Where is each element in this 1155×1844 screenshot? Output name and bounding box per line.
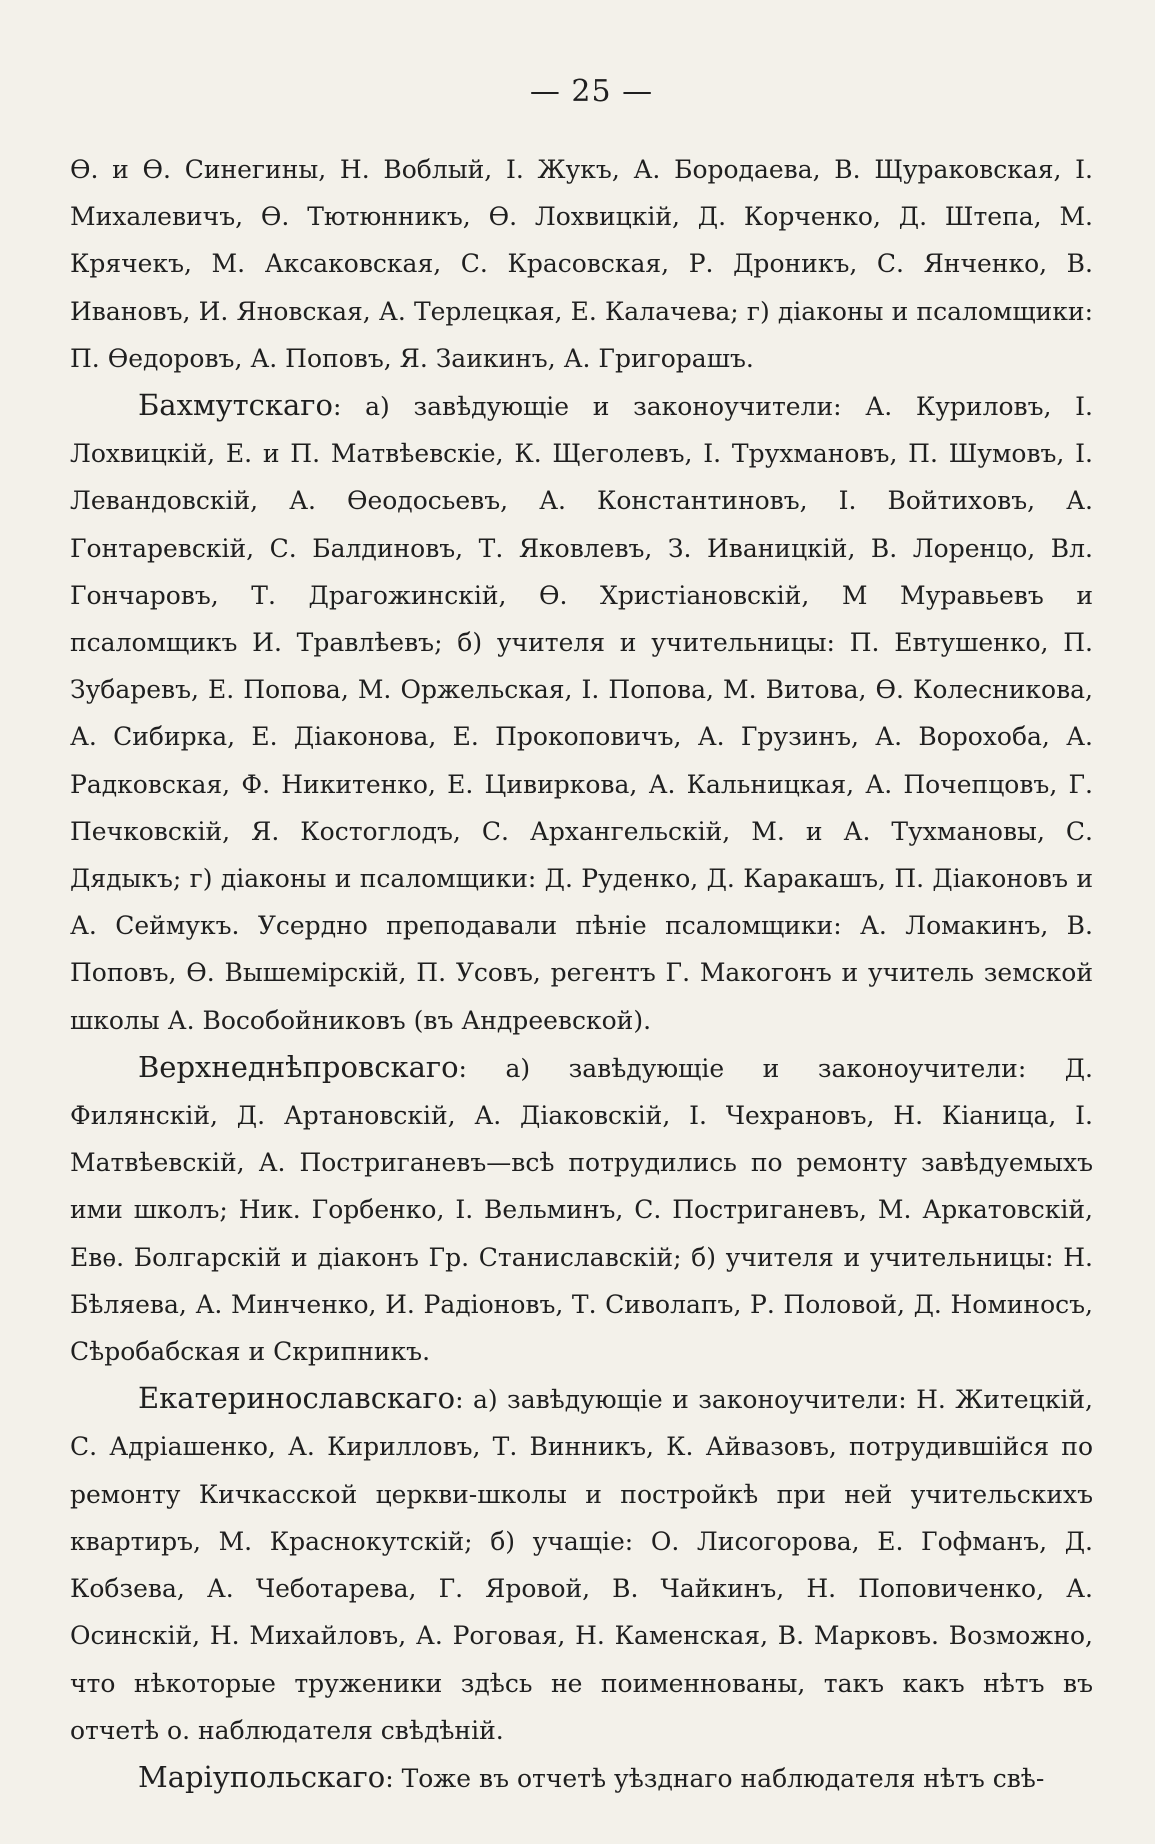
paragraph-text: : Тоже въ отчетѣ уѣзднаго наблюдателя нѣтъ свѣ-: [385, 1763, 1045, 1793]
paragraph-text: : а) завѣдующіе и законоучители: Д. Филянскій, Д. Артановскій, А. Діаковскій, І. Чехрановъ, Н. Кіаница, І. Матвѣевскій, А. Постриганевъ—всѣ потрудились по ремонту завѣдуемыхъ ими школъ; Ник. Горбенко, І. Вельминъ, С. Постриганевъ, М. Аркатовскій, Евѳ. Болгарскій и діаконъ Гр. Станиславскій; б) учителя и учительницы: Н. Бѣляева, А. Минченко, И. Радіоновъ, Т. Сиволапъ, Р. Половой, Д. Номиносъ, Сѣробабская и Скрипникъ.: [70, 1053, 1093, 1367]
district-heading: Екатеринославскаго: [138, 1381, 456, 1416]
paragraph-verkhnedneprovsk: [70, 1044, 1093, 1375]
paragraph-text: : а) завѣдующіе и законоучители: А. Куриловъ, І. Лохвицкій, Е. и П. Матвѣевскіе, К. Щеголевъ, І. Трухмановъ, П. Шумовъ, І. Левандовскій, А. Ѳеодосьевъ, А. Константиновъ, І. Войтиховъ, А. Гонтаревскій, С. Балдиновъ, Т. Яковлевъ, З. Иваницкій, В. Лоренцо, Вл. Гончаровъ, Т. Драгожинскій, Ѳ. Христіановскій, М Муравьевъ и псаломщикъ И. Травлѣевъ; б) учителя и учительницы: П. Евтушенко, П. Зубаревъ, Е. Попова, М. Оржельская, І. Попова, М. Витова, Ѳ. Колесникова, А. Сибирка, Е. Діаконова, Е. Прокоповичъ, А. Грузинъ, А. Ворохоба, А. Радковская, Ф. Никитенко, Е. Цивиркова, А. Кальницкая, А. Почепцовъ, Г. Печковскій, Я. Костоглодъ, С. Архангельскій, М. и А. Тухмановы, С. Дядыкъ; г) діаконы и псаломщики: Д. Руденко, Д. Каракашъ, П. Діаконовъ и А. Сеймукъ. Усердно преподавали пѣніе псаломщики: А. Ломакинъ, В. Поповъ, Ѳ. Вышемірскій, П. Усовъ, регентъ Г. Макогонъ и учитель земской школы А. Вособойниковъ (въ Андреевской).: [70, 392, 1093, 1035]
paragraph-text: : а) завѣдующіе и законоучители: Н. Житецкій, С. Адріашенко, А. Кирилловъ, Т. Винникъ, К. Айвазовъ, потрудившійся по ремонту Кичкасской церкви-школы и постройкѣ при ней учительскихъ квартиръ, М. Краснокутскій; б) учащіе: О. Лисогорова, Е. Гофманъ, Д. Кобзева, А. Чеботарева, Г. Яровой, В. Чайкинъ, Н. Поповиченко, А. Осинскій, Н. Михайловъ, А. Роговая, Н. Каменская, В. Марковъ. Возможно, что нѣкоторые труженики здѣсь не поименнованы, такъ какъ нѣтъ въ отчетѣ о. наблюдателя свѣдѣній.: [70, 1385, 1093, 1745]
page-number: — 25 —: [529, 74, 654, 109]
paragraph-mariupol: [70, 1754, 1093, 1802]
district-heading: Маріупольскаго: [138, 1759, 386, 1794]
district-heading: Верхнеднѣпровскаго: [138, 1049, 459, 1084]
paragraph-bakhmut: [70, 382, 1093, 1044]
paragraph-ekaterinoslav: [70, 1375, 1093, 1754]
district-heading: Бахмутскаго: [138, 388, 333, 423]
paragraph-continuation: [70, 146, 1093, 382]
body-text: [70, 146, 1093, 1802]
paragraph-text: Ѳ. и Ѳ. Синегины, Н. Воблый, І. Жукъ, А. Бородаева, В. Щураковская, І. Михалевичъ, Ѳ. Тютюнникъ, Ѳ. Лохвицкій, Д. Корченко, Д. Штепа, М. Крячекъ, М. Аксаковская, С. Красовская, Р. Дроникъ, С. Янченко, В. Ивановъ, И. Яновская, А. Терлецкая, Е. Калачева; г) діаконы и псаломщики: П. Ѳедоровъ, А. Поповъ, Я. Заикинъ, А. Григорашъ.: [70, 155, 1093, 373]
